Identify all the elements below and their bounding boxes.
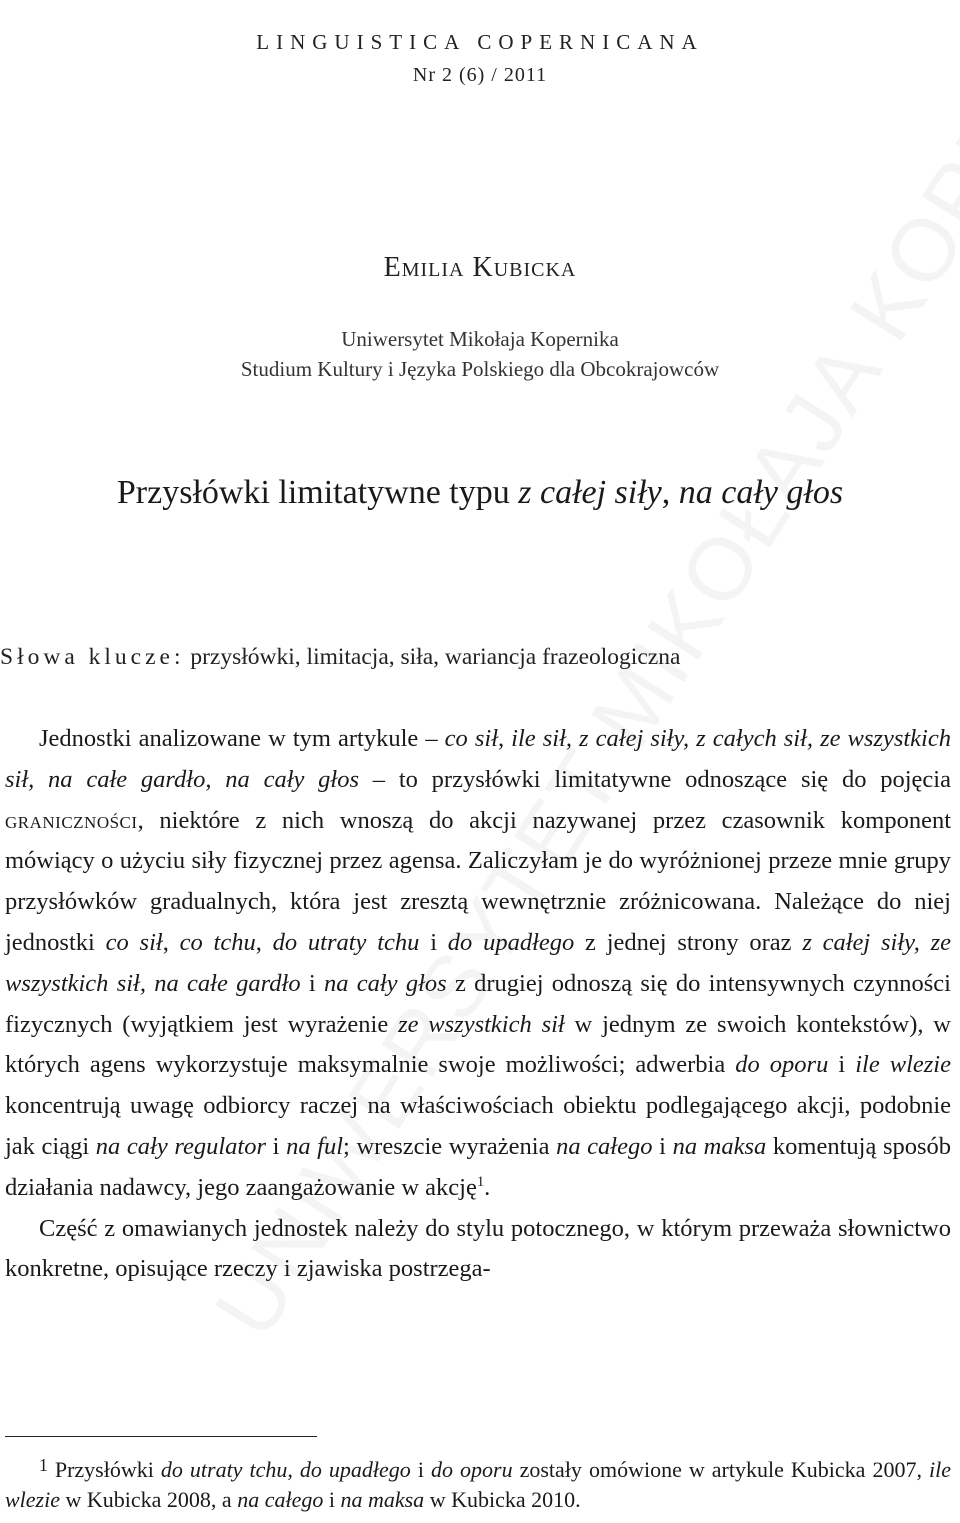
italic-phrase: na cały regulator	[95, 1132, 266, 1160]
article-body	[5, 719, 951, 1290]
italic-phrase: ile wlezie	[855, 1051, 951, 1079]
paragraph-1	[5, 719, 951, 1209]
italic-phrase: co sił	[105, 928, 163, 956]
italic-phrase: na maksa	[672, 1132, 767, 1160]
italic-phrase: na całego	[556, 1132, 653, 1160]
text-run: graniczności	[5, 806, 138, 834]
italic-phrase: do oporu	[735, 1051, 829, 1079]
footnote-number: 1	[39, 1455, 48, 1475]
italic-phrase: na cały głos	[323, 969, 447, 997]
keywords-list: przysłówki, limitacja, siła, wariancja frazeologiczna	[190, 644, 681, 670]
affiliation-unit: Studium Kultury i Języka Polskiego dla Obcokrajowców	[240, 357, 720, 381]
author-name: Emilia Kubicka	[383, 252, 577, 283]
italic-phrase: ile wlezie	[5, 1457, 951, 1513]
text-run: i	[652, 1132, 673, 1160]
italic-phrase: do oporu	[430, 1457, 513, 1483]
journal-title: LINGUISTICA COPERNICANA	[256, 30, 704, 54]
text-run: , niektóre z nich wnoszą do akcji nazywanej przez czasownik komponent mówiący o użyciu siły fizycznej przez agensa. Zaliczyłam je do wyróżnionej przeze mnie grupy przysłówków gradualnych, która jest zresztą wewnętrznie zróżnicowana. Należące do niej jednostki	[5, 806, 951, 956]
text-run: i	[419, 928, 448, 956]
italic-phrase: na całego	[237, 1487, 324, 1513]
italic-phrase: na maksa	[340, 1487, 425, 1513]
title-italic-1: z całej siły	[518, 474, 662, 511]
italic-phrase: do utraty tchu, do upadłego	[160, 1457, 411, 1483]
text-run: .	[484, 1173, 491, 1201]
title-separator: ,	[661, 474, 679, 511]
italic-phrase: co sił, ile sił, z całej siły, z całych sił, ze wszystkich sił, na całe gardło, na cały głos	[5, 725, 951, 793]
text-run: komentują sposób działania nadawcy, jego zaangażowanie w akcję	[5, 1132, 952, 1201]
text-run: ,	[162, 928, 180, 956]
text-run: koncentrują uwagę odbiorcy raczej na właściwościach obiektu podlegającego akcji, podobnie jak ciągi	[5, 1092, 951, 1160]
text-run: w Kubicka 2010.	[424, 1487, 581, 1513]
paragraph-2: Część z omawianych jednostek należy do stylu potocznego, w którym przeważa słownictwo konkretne, opisujące rzeczy i zjawiska postrzega-	[5, 1214, 951, 1283]
footnote-divider	[5, 1436, 317, 1437]
article-title	[0, 474, 960, 512]
italic-phrase: do upadłego	[447, 928, 575, 956]
text-run: i	[266, 1132, 287, 1160]
italic-phrase: na ful	[286, 1132, 344, 1160]
text-run: i	[323, 1487, 341, 1513]
title-plain: Przysłówki limitatywne typu	[116, 474, 519, 511]
affiliation-university: Uniwersytet Mikołaja Kopernika	[341, 327, 619, 351]
italic-phrase: do utraty tchu	[272, 928, 420, 956]
text-run: z drugiej odnoszą się do intensywnych czynności fizycznych (wyjątkiem jest wyrażenie	[5, 969, 951, 1038]
text-run: Przysłówki	[47, 1457, 161, 1483]
footnote-1	[5, 1450, 951, 1515]
text-run: w jednym ze swoich kontekstów), w których agens wykorzystuje maksymalnie swoje możliwości; adwerbia	[5, 1010, 951, 1079]
text-run: zostały omówione w artykule Kubicka 2007,	[512, 1457, 929, 1483]
italic-phrase: z całej siły, ze wszystkich sił, na całe gardło	[5, 928, 952, 997]
text-run: i	[828, 1051, 856, 1079]
text-run: ; wreszcie wyrażenia	[343, 1132, 557, 1160]
footnote-ref: 1	[476, 1173, 485, 1190]
keywords	[0, 644, 960, 671]
keywords-label: Słowa klucze:	[0, 644, 185, 670]
text-run: – to przysłówki limitatywne odnoszące się do pojęcia	[359, 765, 951, 793]
italic-phrase: co tchu	[179, 928, 256, 956]
footnote	[5, 1450, 951, 1515]
text-run: z jednej strony oraz	[574, 928, 803, 956]
italic-phrase: ze wszystkich sił	[398, 1010, 565, 1038]
text-run: i	[300, 969, 324, 997]
text-run: i	[410, 1457, 431, 1483]
title-italic-2: na cały głos	[678, 474, 844, 511]
issue-number: Nr 2 (6) / 2011	[412, 64, 548, 86]
text-run: w Kubicka 2008, a	[60, 1487, 238, 1513]
text-run: ,	[255, 928, 273, 956]
text-run: Jednostki analizowane w tym artykule –	[39, 725, 445, 752]
